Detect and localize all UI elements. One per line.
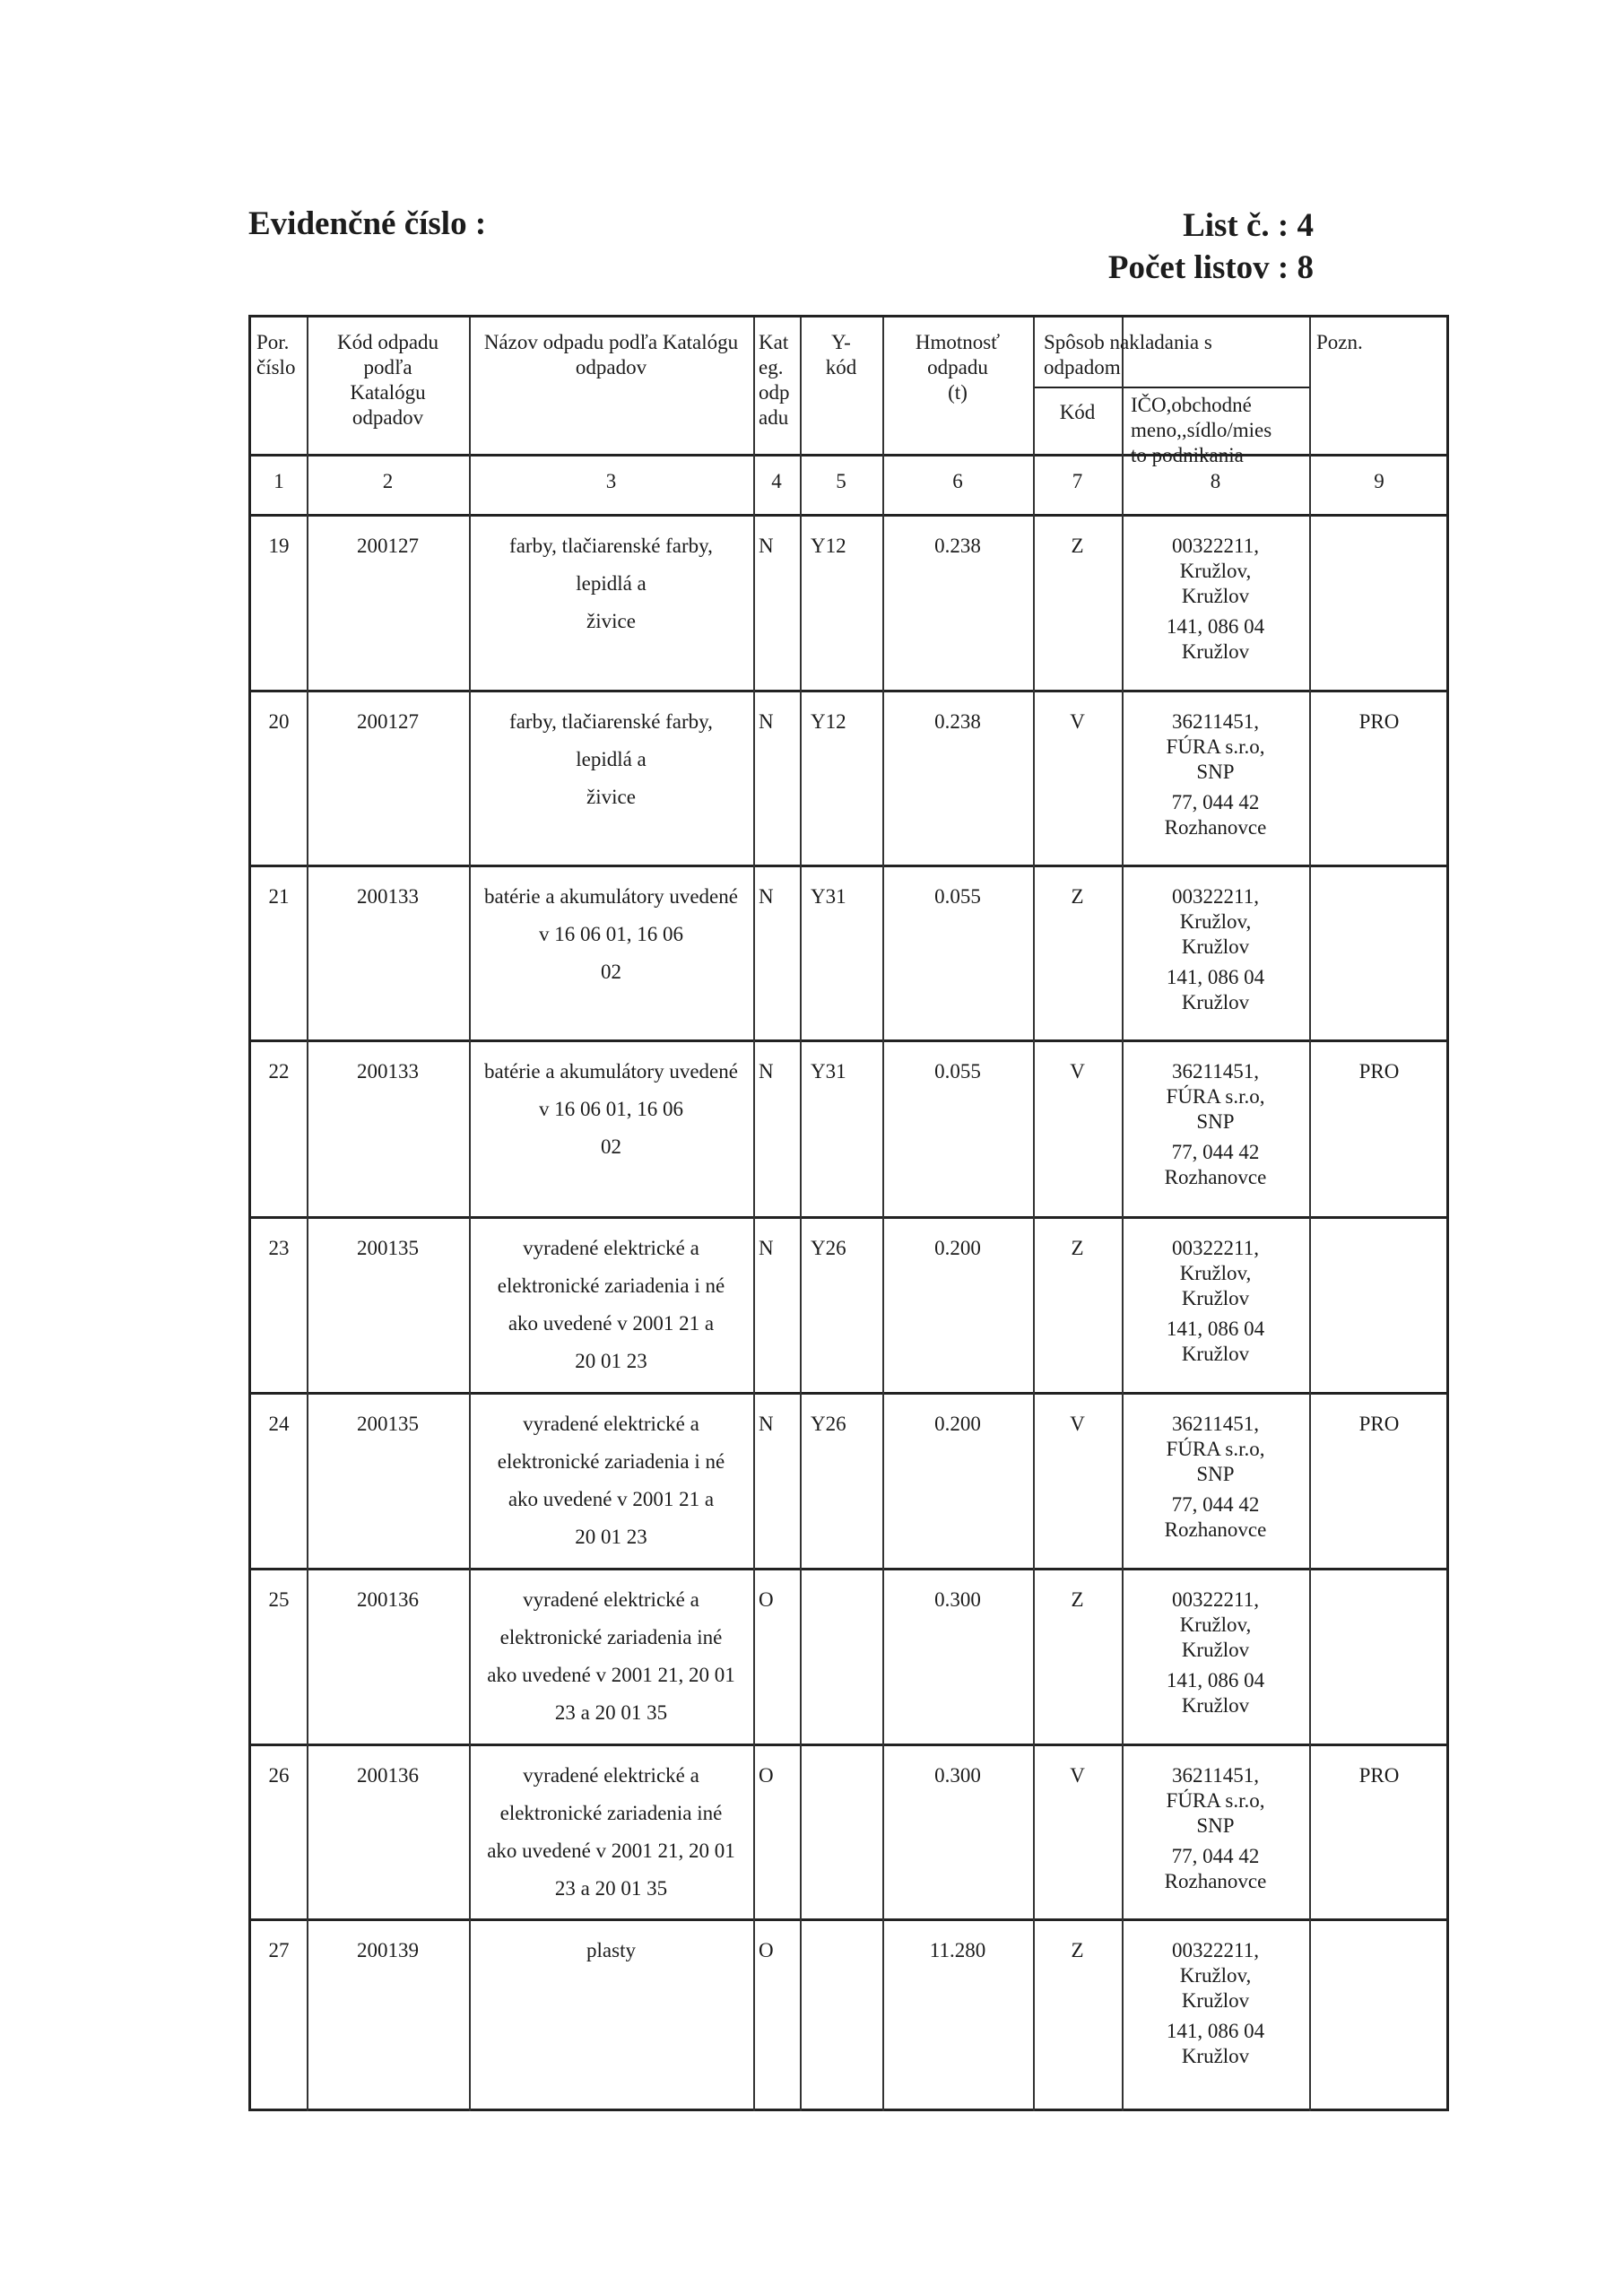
row-y-kod: Y12 [811, 535, 846, 557]
ico-line: SNP [1196, 761, 1235, 783]
ico-line: 77, 044 42 [1171, 1845, 1260, 1867]
ico-line: Kružlov, [1179, 1613, 1252, 1636]
row-poznamka: PRO [1358, 1060, 1400, 1083]
row-kategoria: N [759, 1413, 774, 1435]
ico-line: 36211451, [1172, 1060, 1259, 1083]
name-line: ako uvedené v 2001 21 a [508, 1488, 715, 1510]
row-hmotnost: 0.300 [934, 1764, 981, 1787]
row-name [469, 1932, 753, 1970]
ico-line: 141, 086 04 [1166, 615, 1265, 638]
sheet-info [1108, 204, 1314, 289]
ico-line: Kružlov, [1179, 1964, 1252, 1987]
sheets-count: Počet listov : 8 [1107, 249, 1314, 286]
name-line: farby, tlačiarenské farby, [509, 710, 713, 733]
header-line: meno,,sídlo/mies [1131, 419, 1272, 441]
ico-line: 36211451, [1172, 1413, 1259, 1435]
header-sposob-kod: Kód [1059, 401, 1096, 423]
ico-line: 141, 086 04 [1166, 966, 1265, 988]
column-number: 9 [1374, 470, 1384, 492]
ico-line: 141, 086 04 [1166, 2020, 1265, 2042]
header-line: Spôsob nakladania s [1044, 331, 1212, 353]
row-sposob-kod: V [1070, 1764, 1085, 1787]
name-line: ako uvedené v 2001 21 a [508, 1312, 715, 1335]
ico-line: Kružlov [1181, 585, 1250, 607]
row-sposob-kod: Z [1071, 1237, 1084, 1259]
row-name [469, 1053, 753, 1166]
header-pozn: Pozn. [1316, 331, 1363, 353]
row-sposob-kod: V [1070, 1060, 1085, 1083]
row-por: 19 [268, 535, 290, 557]
header-line: číslo [256, 356, 296, 378]
row-ico [1122, 884, 1309, 1015]
ico-line: Kružlov [1181, 1694, 1250, 1717]
header-kod [307, 330, 469, 430]
name-line: živice [586, 786, 636, 808]
row-kategoria: O [759, 1588, 774, 1611]
ico-line: Kružlov, [1179, 560, 1252, 582]
row-ico [1122, 1236, 1309, 1367]
ico-line: Rozhanovce [1164, 816, 1267, 839]
row-poznamka: PRO [1358, 710, 1400, 733]
name-line: vyradené elektrické a [523, 1237, 699, 1259]
name-line: vyradené elektrické a [523, 1413, 699, 1435]
header-line: Hmotnosť [915, 331, 1001, 353]
column-number: 5 [836, 470, 846, 492]
ico-line: 141, 086 04 [1166, 1669, 1265, 1692]
row-y-kod: Y26 [811, 1237, 846, 1259]
column-divider [753, 317, 755, 2111]
row-name [469, 1581, 753, 1732]
header-kat [759, 330, 800, 430]
ico-line: 77, 044 42 [1171, 1493, 1260, 1516]
row-name [469, 1757, 753, 1908]
header-line: odpadov [352, 406, 424, 429]
name-line: elektronické zariadenia i né [497, 1450, 725, 1473]
ico-line: Kružlov, [1179, 910, 1252, 933]
row-y-kod: Y31 [811, 1060, 846, 1083]
row-kategoria: N [759, 535, 774, 557]
header-line: IČO,obchodné [1131, 394, 1252, 416]
header-line: Por. [256, 331, 290, 353]
row-ico [1122, 1763, 1309, 1894]
row-hmotnost: 0.300 [934, 1588, 981, 1611]
sheet-number: List č. : 4 [1183, 207, 1314, 244]
row-sposob-kod: Z [1071, 885, 1084, 908]
column-divider [1033, 317, 1035, 2111]
name-line: vyradené elektrické a [523, 1764, 699, 1787]
row-poznamka: PRO [1358, 1764, 1400, 1787]
ico-line: FÚRA s.r.o, [1166, 1438, 1265, 1460]
ico-line: Kružlov, [1179, 1262, 1252, 1284]
ico-line: FÚRA s.r.o, [1166, 1789, 1265, 1812]
row-y-kod: Y31 [811, 885, 846, 908]
row-divider [251, 1744, 1449, 1746]
row-por: 23 [268, 1237, 290, 1259]
header-ico [1131, 393, 1310, 468]
row-kod: 200133 [357, 1060, 419, 1083]
name-line: 02 [601, 961, 621, 983]
row-por: 25 [268, 1588, 290, 1611]
column-number: 8 [1210, 470, 1221, 492]
row-name [469, 703, 753, 816]
header-por [256, 330, 307, 380]
name-line: elektronické zariadenia iné [499, 1802, 723, 1824]
row-y-kod: Y26 [811, 1413, 846, 1435]
column-number: 1 [273, 470, 284, 492]
name-line: elektronické zariadenia i né [497, 1274, 725, 1297]
row-hmotnost: 11.280 [929, 1939, 986, 1961]
name-line: farby, tlačiarenské farby, [509, 535, 713, 557]
header-line: Y- [831, 331, 851, 353]
ico-line: 36211451, [1172, 710, 1259, 733]
name-line: plasty [586, 1939, 636, 1961]
row-kod: 200133 [357, 885, 419, 908]
column-number: 3 [605, 470, 617, 492]
ico-line: Kružlov [1181, 2045, 1250, 2067]
name-line: 20 01 23 [575, 1526, 647, 1548]
row-ico [1122, 1587, 1309, 1718]
row-hmotnost: 0.055 [934, 1060, 981, 1083]
row-por: 26 [268, 1764, 290, 1787]
ico-line: Kružlov [1181, 1989, 1250, 2012]
ico-line: Rozhanovce [1164, 1870, 1267, 1892]
row-kategoria: O [759, 1764, 774, 1787]
row-kod: 200135 [357, 1237, 419, 1259]
row-kategoria: N [759, 710, 774, 733]
name-line: 02 [601, 1135, 621, 1158]
row-hmotnost: 0.200 [934, 1237, 981, 1259]
row-sposob-kod: V [1070, 710, 1085, 733]
ico-line: Kružlov [1181, 991, 1250, 1013]
ico-line: 77, 044 42 [1171, 1141, 1260, 1163]
row-sposob-kod: Z [1071, 535, 1084, 557]
row-ico [1122, 1938, 1309, 2069]
row-ico [1122, 1059, 1309, 1190]
header-line: podľa [363, 356, 412, 378]
row-kod: 200136 [357, 1764, 419, 1787]
ico-line: SNP [1196, 1463, 1235, 1485]
ico-line: Kružlov [1181, 1343, 1250, 1365]
header-line: adu [759, 406, 789, 429]
column-number: 2 [382, 470, 394, 492]
row-divider [251, 1216, 1449, 1219]
name-line: batérie a akumulátory uvedené [484, 885, 738, 908]
ico-line: 141, 086 04 [1166, 1318, 1265, 1340]
name-line: 20 01 23 [575, 1350, 647, 1372]
row-ico [1122, 534, 1309, 665]
row-sposob-kod: Z [1071, 1588, 1084, 1611]
column-divider [800, 317, 802, 2111]
row-y-kod: Y12 [811, 710, 846, 733]
name-line: batérie a akumulátory uvedené [484, 1060, 738, 1083]
ico-line: 00322211, [1172, 1588, 1259, 1611]
row-hmotnost: 0.238 [934, 710, 981, 733]
row-kategoria: N [759, 1060, 774, 1083]
ico-line: 36211451, [1172, 1764, 1259, 1787]
row-por: 22 [268, 1060, 290, 1083]
row-kategoria: O [759, 1939, 774, 1961]
row-divider [251, 865, 1449, 867]
header-line: odp [759, 381, 790, 404]
ico-line: 00322211, [1172, 535, 1259, 557]
header-line: Katalógu [350, 381, 426, 404]
header-nazov [469, 330, 753, 380]
header-line: eg. [759, 356, 784, 378]
ico-line: 77, 044 42 [1171, 791, 1260, 813]
header-line: to podnikania [1131, 444, 1244, 466]
row-name [469, 1405, 753, 1556]
name-line: 23 a 20 01 35 [554, 1877, 668, 1900]
row-ico [1122, 1412, 1309, 1543]
ico-line: SNP [1196, 1110, 1235, 1133]
header-sposob [1044, 330, 1241, 380]
name-line: v 16 06 01, 16 06 [539, 1098, 683, 1120]
ico-line: Kružlov [1181, 1287, 1250, 1309]
row-poznamka: PRO [1358, 1413, 1400, 1435]
column-divider [882, 317, 884, 2111]
row-sposob-kod: Z [1071, 1939, 1084, 1961]
row-sposob-kod: V [1070, 1413, 1085, 1435]
name-line: lepidlá a [576, 572, 647, 595]
ico-line: SNP [1196, 1814, 1235, 1837]
ico-line: Kružlov [1181, 640, 1250, 663]
row-ico [1122, 709, 1309, 840]
column-number: 6 [952, 470, 963, 492]
row-divider [251, 690, 1449, 692]
waste-table [248, 315, 1449, 2111]
ico-line: FÚRA s.r.o, [1166, 735, 1265, 758]
ico-line: Rozhanovce [1164, 1166, 1267, 1188]
header-line: Kód odpadu [336, 331, 439, 353]
row-kod: 200135 [357, 1413, 419, 1435]
ico-line: 00322211, [1172, 1237, 1259, 1259]
name-line: ako uvedené v 2001 21, 20 01 [487, 1839, 735, 1862]
column-number: 4 [771, 470, 782, 492]
name-line: 23 a 20 01 35 [554, 1701, 668, 1724]
row-kod: 200136 [357, 1588, 419, 1611]
row-hmotnost: 0.055 [934, 885, 981, 908]
header-line: odpadom [1044, 356, 1121, 378]
row-divider [251, 514, 1449, 517]
header-line: odpadu [927, 356, 988, 378]
ico-line: FÚRA s.r.o, [1166, 1085, 1265, 1108]
name-line: vyradené elektrické a [523, 1588, 699, 1611]
row-divider [251, 1568, 1449, 1570]
row-kod: 200127 [357, 710, 419, 733]
row-kategoria: N [759, 1237, 774, 1259]
ico-line: Rozhanovce [1164, 1518, 1267, 1541]
ico-line: 00322211, [1172, 885, 1259, 908]
row-kategoria: N [759, 885, 774, 908]
row-kod: 200139 [357, 1939, 419, 1961]
row-por: 27 [268, 1939, 290, 1961]
column-divider [307, 317, 308, 2111]
row-name [469, 1230, 753, 1380]
evidence-number-label: Evidenčné číslo : [248, 205, 487, 242]
header-line: (t) [948, 381, 968, 404]
header-line: Názov odpadu podľa Katalógu [483, 331, 739, 353]
column-divider [1309, 317, 1311, 2111]
column-number: 7 [1072, 470, 1083, 492]
name-line: lepidlá a [576, 748, 647, 770]
row-hmotnost: 0.238 [934, 535, 981, 557]
header-y-kod [800, 330, 882, 380]
row-kod: 200127 [357, 535, 419, 557]
sposob-subdivider [1033, 387, 1309, 388]
header-line: odpadov [575, 356, 647, 378]
row-divider [251, 1918, 1449, 1921]
row-por: 24 [268, 1413, 290, 1435]
header-line: Kat [759, 331, 789, 353]
row-divider [251, 1039, 1449, 1042]
name-line: ako uvedené v 2001 21, 20 01 [487, 1664, 735, 1686]
ico-line: Kružlov [1181, 1639, 1250, 1661]
row-name [469, 878, 753, 991]
header-hmotnost [882, 330, 1033, 405]
name-line: elektronické zariadenia iné [499, 1626, 723, 1648]
row-name [469, 527, 753, 640]
row-hmotnost: 0.200 [934, 1413, 981, 1435]
name-line: v 16 06 01, 16 06 [539, 923, 683, 945]
header-line: kód [825, 356, 857, 378]
ico-line: Kružlov [1181, 935, 1250, 958]
row-por: 20 [268, 710, 290, 733]
ico-line: 00322211, [1172, 1939, 1259, 1961]
name-line: živice [586, 610, 636, 632]
row-por: 21 [268, 885, 290, 908]
row-divider [251, 1392, 1449, 1395]
